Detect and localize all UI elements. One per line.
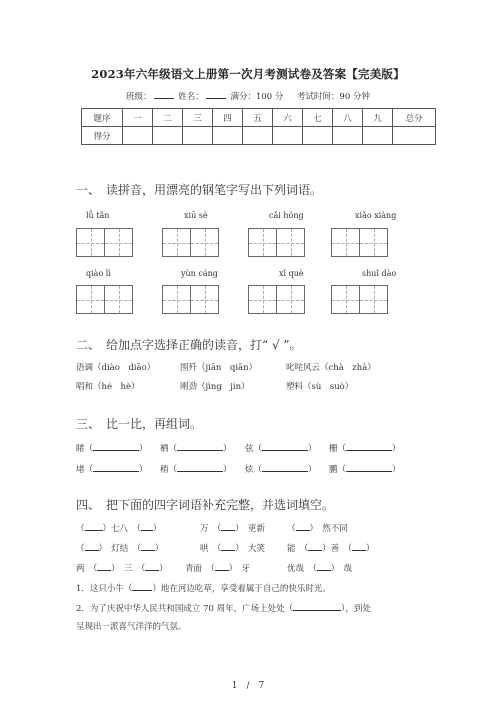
pronunciation-item[interactable]: 刚劲（jìng jìn） bbox=[180, 382, 250, 392]
table-cell: 得分 bbox=[82, 127, 123, 145]
idiom-item[interactable] bbox=[185, 561, 250, 574]
name-blank bbox=[206, 90, 226, 99]
answer-blank[interactable] bbox=[352, 541, 366, 551]
answer-blank[interactable] bbox=[141, 541, 155, 551]
answer-blank[interactable] bbox=[177, 462, 223, 472]
text-fragment: （ bbox=[76, 524, 85, 534]
score-cell[interactable] bbox=[123, 127, 153, 145]
section2-heading: 二、 给加点字选择正确的读音，打“ √ ”。 bbox=[76, 338, 302, 352]
writing-grid[interactable] bbox=[331, 228, 387, 257]
answer-blank[interactable] bbox=[145, 561, 159, 571]
score-cell[interactable] bbox=[213, 127, 243, 145]
table-cell: 五 bbox=[243, 109, 273, 127]
idiom-item[interactable] bbox=[76, 541, 164, 554]
full-score-label: 满分：100 分 bbox=[230, 92, 284, 102]
pinyin-label: qiào lì bbox=[86, 269, 111, 278]
score-cell[interactable] bbox=[393, 127, 436, 145]
char-label: 稍（ bbox=[160, 465, 178, 475]
writing-grid[interactable] bbox=[331, 285, 387, 314]
pronunciation-item[interactable]: 唱和（hé hè） bbox=[76, 382, 140, 392]
table-cell: 总分 bbox=[393, 109, 436, 127]
idiom-item[interactable] bbox=[287, 541, 375, 554]
text-fragment: ） bbox=[152, 524, 162, 534]
pinyin-label: yùn cáng bbox=[181, 269, 218, 278]
word-group-item[interactable] bbox=[329, 441, 401, 454]
idiom-item[interactable] bbox=[200, 541, 265, 554]
idiom-item[interactable] bbox=[76, 561, 168, 574]
page-title: 2023年六年级语文上册第一次月考测试卷及答案【完美版】 bbox=[91, 67, 405, 81]
table-cell: 一 bbox=[123, 109, 153, 127]
close-paren: ） bbox=[223, 465, 232, 475]
table-cell: 七 bbox=[303, 109, 333, 127]
score-cell[interactable] bbox=[363, 127, 393, 145]
close-paren: ） bbox=[139, 465, 148, 475]
table-cell: 题序 bbox=[82, 109, 123, 127]
score-cell[interactable] bbox=[243, 127, 273, 145]
answer-blank[interactable] bbox=[93, 462, 139, 472]
close-paren: ） bbox=[308, 465, 317, 475]
word-group-item[interactable] bbox=[329, 462, 401, 475]
text-fragment: ），到处 bbox=[341, 604, 371, 614]
text-fragment: ） 哉 bbox=[330, 564, 353, 574]
table-cell: 六 bbox=[273, 109, 303, 127]
text-fragment: 哄 （ bbox=[200, 544, 222, 554]
text-fragment: ）地在河边吃草，享受着属于自己的快乐时光。 bbox=[152, 584, 331, 594]
char-label: 栅（ bbox=[329, 444, 347, 454]
text-fragment: ）七八 （ bbox=[102, 524, 141, 534]
char-label: 睹（ bbox=[76, 444, 94, 454]
text-fragment: ） bbox=[159, 564, 168, 574]
pinyin-label: xǐ què bbox=[279, 269, 304, 278]
word-group-item[interactable] bbox=[245, 441, 317, 454]
close-paren: ） bbox=[392, 465, 401, 475]
text-fragment: 1．这只小牛（ bbox=[76, 584, 133, 594]
writing-grid[interactable] bbox=[76, 285, 132, 314]
text-fragment: （ bbox=[287, 524, 296, 534]
answer-blank[interactable] bbox=[308, 541, 322, 551]
text-fragment: 两 （ bbox=[76, 564, 98, 574]
text-fragment: ） 大笑 bbox=[235, 544, 266, 554]
answer-blank[interactable] bbox=[132, 581, 152, 591]
pronunciation-item[interactable]: 语调（diào diāo） bbox=[76, 363, 156, 373]
pinyin-label: shuǐ dào bbox=[362, 269, 397, 278]
char-label: 炫（ bbox=[245, 465, 263, 475]
table-cell: 二 bbox=[153, 109, 183, 127]
writing-grid[interactable] bbox=[162, 228, 218, 257]
pinyin-label: lǚ tǎn bbox=[86, 211, 110, 220]
answer-blank[interactable] bbox=[262, 441, 308, 451]
pronunciation-item[interactable]: 塑料（sù suò） bbox=[286, 382, 354, 392]
text-fragment: 优哉 （ bbox=[287, 564, 317, 574]
name-label: 姓名： bbox=[178, 92, 204, 102]
score-cell[interactable] bbox=[303, 127, 333, 145]
table-cell: 九 bbox=[363, 109, 393, 127]
answer-blank[interactable] bbox=[141, 521, 153, 531]
answer-blank[interactable] bbox=[317, 561, 331, 571]
close-paren: ） bbox=[223, 444, 232, 454]
answer-blank[interactable] bbox=[85, 521, 103, 531]
char-label: 堵（ bbox=[76, 465, 94, 475]
section3-heading: 三、 比一比，再组词。 bbox=[76, 417, 203, 431]
fill-question-1[interactable] bbox=[76, 581, 331, 594]
answer-blank[interactable] bbox=[346, 462, 392, 472]
writing-grid[interactable] bbox=[248, 285, 304, 314]
close-paren: ） bbox=[392, 444, 401, 454]
answer-blank[interactable] bbox=[177, 441, 223, 451]
text-fragment: ） bbox=[366, 544, 375, 554]
idiom-item[interactable] bbox=[200, 521, 265, 534]
score-table-score-row bbox=[82, 127, 436, 145]
text-fragment: 万 （ bbox=[200, 524, 222, 534]
writing-grid[interactable] bbox=[162, 285, 218, 314]
answer-blank[interactable] bbox=[293, 601, 341, 611]
score-cell[interactable] bbox=[273, 127, 303, 145]
char-label: 栖（ bbox=[160, 444, 178, 454]
writing-grid[interactable] bbox=[248, 228, 304, 257]
score-cell[interactable] bbox=[153, 127, 183, 145]
word-group-item[interactable] bbox=[160, 462, 232, 475]
char-label: 鹏（ bbox=[329, 465, 347, 475]
exam-time-label: 考试时间：90 分钟 bbox=[296, 92, 370, 102]
page-number: 1 / 7 bbox=[231, 681, 265, 691]
pinyin-label: cǎi hóng bbox=[269, 211, 304, 220]
text-fragment: 2．为了庆祝中华人民共和国成立 70 周年，广场上处处（ bbox=[76, 604, 294, 614]
section4-heading: 四、 把下面的四字词语补充完整，并选词填空。 bbox=[76, 498, 335, 512]
close-paren: ） bbox=[139, 444, 148, 454]
idiom-item[interactable] bbox=[76, 521, 161, 534]
pronunciation-item[interactable]: 叱咤风云（chà zhà） bbox=[286, 363, 376, 373]
answer-blank[interactable] bbox=[97, 561, 111, 571]
score-table-header-row bbox=[82, 109, 436, 127]
close-paren: ） bbox=[308, 444, 317, 454]
char-label: 弦（ bbox=[245, 444, 263, 454]
idiom-item[interactable] bbox=[287, 561, 352, 574]
class-label: 班级： bbox=[126, 92, 152, 102]
answer-blank[interactable] bbox=[262, 462, 308, 472]
score-cell[interactable] bbox=[183, 127, 213, 145]
text-fragment: ） 更新 bbox=[235, 524, 266, 534]
exam-info-line bbox=[0, 90, 496, 102]
answer-blank[interactable] bbox=[221, 541, 235, 551]
text-fragment: 青面 （ bbox=[185, 564, 215, 574]
answer-blank[interactable] bbox=[85, 541, 99, 551]
answer-blank[interactable] bbox=[93, 441, 139, 451]
fill-question-2-continued: 呈现出一派喜气洋洋的气氛。 bbox=[76, 622, 187, 632]
text-fragment: 能 （ bbox=[287, 544, 309, 554]
text-fragment: ）善 （ bbox=[322, 544, 353, 554]
text-fragment: ） 灯结 （ bbox=[98, 544, 142, 554]
table-cell: 三 bbox=[183, 109, 213, 127]
word-group-item[interactable] bbox=[76, 462, 148, 475]
text-fragment: ） bbox=[155, 544, 164, 554]
score-table bbox=[81, 108, 436, 145]
text-fragment: （ bbox=[76, 544, 85, 554]
answer-blank[interactable] bbox=[296, 521, 310, 531]
pinyin-label: xiǎo xiàng bbox=[355, 211, 397, 220]
answer-blank[interactable] bbox=[346, 441, 392, 451]
word-group-item[interactable] bbox=[245, 462, 317, 475]
score-cell[interactable] bbox=[333, 127, 363, 145]
word-group-item[interactable] bbox=[160, 441, 232, 454]
section1-heading: 一、 读拼音，用漂亮的钢笔字写出下列词语。 bbox=[76, 183, 323, 197]
class-blank bbox=[154, 90, 174, 99]
table-cell: 八 bbox=[333, 109, 363, 127]
pronunciation-item[interactable]: 围歼（jiān qiān） bbox=[180, 363, 258, 373]
answer-blank[interactable] bbox=[221, 521, 235, 531]
text-fragment: ） 牙 bbox=[228, 564, 251, 574]
fill-question-2[interactable] bbox=[76, 601, 371, 614]
idiom-item[interactable] bbox=[287, 521, 348, 534]
word-group-item[interactable] bbox=[76, 441, 148, 454]
answer-blank[interactable] bbox=[215, 561, 229, 571]
text-fragment: ） 三 （ bbox=[111, 564, 146, 574]
writing-grid[interactable] bbox=[76, 228, 132, 257]
text-fragment: ） 然不同 bbox=[309, 524, 348, 534]
table-cell: 四 bbox=[213, 109, 243, 127]
pinyin-label: xiū sè bbox=[184, 211, 208, 220]
